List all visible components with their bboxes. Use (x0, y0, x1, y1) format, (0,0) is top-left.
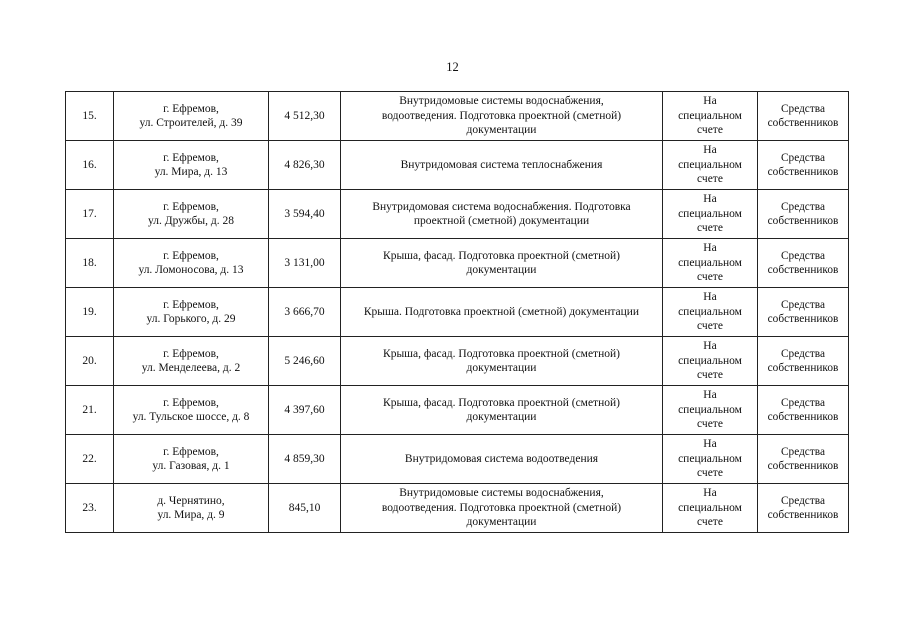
funding-source-line: Средства (781, 445, 825, 458)
row-number-text: 19. (82, 305, 97, 318)
funding-source-line: собственников (767, 509, 839, 521)
work-type-line: Крыша, фасад. Подготовка проектной (сметной) (383, 396, 620, 409)
account-method-cell (663, 239, 758, 288)
work-type-cell (341, 386, 663, 435)
work-type-line: Внутридомовая система теплоснабжения (400, 158, 603, 171)
work-type-line: водоотведения. Подготовка проектной (сметной) (381, 501, 622, 514)
work-type-line: водоотведения. Подготовка проектной (сметной) (381, 109, 622, 122)
address-cell (114, 288, 269, 337)
account-method-line: На (703, 389, 717, 402)
row-number-cell (66, 92, 114, 141)
funding-source-line: Средства (781, 494, 825, 507)
row-number-text: 15. (82, 109, 97, 122)
account-method-cell (663, 288, 758, 337)
area-text: 4 397,60 (284, 403, 325, 416)
address-line: ул. Строителей, д. 39 (139, 117, 243, 129)
funding-source-line: собственников (767, 166, 839, 178)
area-text: 3 594,40 (284, 207, 325, 220)
account-method-cell (663, 435, 758, 484)
account-method-line: На (703, 291, 717, 304)
account-method-line: специальном (678, 354, 742, 367)
area-cell (269, 435, 341, 484)
account-method-line: На (703, 193, 717, 206)
account-method-line: специальном (678, 256, 742, 269)
funding-source-cell (758, 190, 849, 239)
funding-source-line: собственников (767, 264, 839, 276)
work-type-cell (341, 141, 663, 190)
account-method-line: счете (697, 222, 723, 235)
work-type-cell (341, 190, 663, 239)
address-line: ул. Газовая, д. 1 (152, 460, 230, 472)
funding-source-cell (758, 386, 849, 435)
account-method-line: счете (697, 124, 723, 137)
address-cell (114, 190, 269, 239)
area-cell (269, 190, 341, 239)
area-cell (269, 141, 341, 190)
funding-source-line: Средства (781, 200, 825, 213)
row-number-text: 16. (82, 158, 97, 171)
account-method-line: специальном (678, 158, 742, 171)
address-line: ул. Менделеева, д. 2 (141, 362, 241, 374)
work-type-line: Внутридомовые системы водоснабжения, (399, 487, 604, 500)
work-type-cell (341, 92, 663, 141)
account-method-line: специальном (678, 207, 742, 220)
address-cell (114, 386, 269, 435)
address-line: ул. Тульское шоссе, д. 8 (132, 411, 250, 423)
area-text: 4 826,30 (284, 158, 325, 171)
work-type-cell (341, 337, 663, 386)
row-number-cell (66, 141, 114, 190)
account-method-line: счете (697, 418, 723, 431)
work-type-line: Внутридомовые системы водоснабжения, (399, 95, 604, 108)
row-number-cell (66, 435, 114, 484)
funding-source-line: Средства (781, 102, 825, 115)
row-number-text: 17. (82, 207, 97, 220)
account-method-cell (663, 141, 758, 190)
address-cell (114, 484, 269, 533)
work-type-cell (341, 288, 663, 337)
work-type-line: документации (466, 411, 537, 423)
account-method-cell (663, 337, 758, 386)
account-method-line: специальном (678, 403, 742, 416)
address-line: ул. Мира, д. 9 (157, 509, 225, 521)
account-method-line: счете (697, 369, 723, 382)
address-cell (114, 141, 269, 190)
row-number-cell (66, 190, 114, 239)
table-row (66, 337, 849, 386)
work-type-line: Внутридомовая система водоотведения (404, 452, 599, 465)
account-method-line: счете (697, 173, 723, 186)
area-text: 4 859,30 (284, 452, 325, 465)
row-number-text: 23. (82, 501, 97, 514)
address-line: г. Ефремов, (163, 102, 219, 115)
work-type-cell (341, 239, 663, 288)
funding-source-line: собственников (767, 313, 839, 325)
table-body (66, 92, 849, 533)
account-method-line: специальном (678, 452, 742, 465)
account-method-cell (663, 386, 758, 435)
work-type-cell (341, 435, 663, 484)
funding-source-cell (758, 337, 849, 386)
repair-works-table (65, 91, 849, 533)
funding-source-line: собственников (767, 117, 839, 129)
funding-source-cell (758, 239, 849, 288)
area-text: 3 666,70 (284, 305, 325, 318)
account-method-cell (663, 484, 758, 533)
account-method-line: счете (697, 271, 723, 284)
funding-source-cell (758, 141, 849, 190)
address-line: ул. Дружбы, д. 28 (148, 215, 234, 227)
table-row (66, 435, 849, 484)
account-method-line: На (703, 487, 717, 500)
area-cell (269, 386, 341, 435)
address-line: ул. Ломоносова, д. 13 (138, 264, 244, 276)
row-number-cell (66, 288, 114, 337)
address-line: ул. Мира, д. 13 (154, 166, 228, 178)
row-number-text: 20. (82, 354, 97, 367)
address-line: г. Ефремов, (163, 347, 219, 360)
work-type-cell (341, 484, 663, 533)
row-number-cell (66, 239, 114, 288)
address-line: ул. Горького, д. 29 (146, 313, 236, 325)
account-method-line: На (703, 242, 717, 255)
funding-source-cell (758, 484, 849, 533)
funding-source-line: Средства (781, 347, 825, 360)
funding-source-line: собственников (767, 460, 839, 472)
row-number-cell (66, 337, 114, 386)
account-method-line: счете (697, 516, 723, 529)
row-number-text: 21. (82, 403, 97, 416)
work-type-line: Крыша. Подготовка проектной (сметной) документации (363, 305, 640, 318)
table-row (66, 288, 849, 337)
account-method-line: специальном (678, 109, 742, 122)
work-type-line: документации (466, 516, 537, 529)
work-type-line: проектной (сметной) документации (413, 215, 590, 227)
page-number: 12 (446, 60, 459, 74)
table-row (66, 239, 849, 288)
table-row (66, 484, 849, 533)
account-method-line: На (703, 340, 717, 353)
funding-source-line: Средства (781, 249, 825, 262)
address-cell (114, 337, 269, 386)
row-number-text: 18. (82, 256, 97, 269)
address-cell (114, 239, 269, 288)
address-line: г. Ефремов, (163, 298, 219, 311)
area-cell (269, 288, 341, 337)
area-text: 4 512,30 (284, 109, 325, 122)
address-line: г. Ефремов, (163, 151, 219, 164)
account-method-line: На (703, 144, 717, 157)
funding-source-line: Средства (781, 298, 825, 311)
address-line: г. Ефремов, (163, 200, 219, 213)
account-method-line: На (703, 438, 717, 451)
work-type-line: Крыша, фасад. Подготовка проектной (сметной) (383, 249, 620, 262)
account-method-cell (663, 190, 758, 239)
area-cell (269, 484, 341, 533)
account-method-line: На (703, 95, 717, 108)
table-row (66, 190, 849, 239)
row-number-cell (66, 386, 114, 435)
funding-source-line: собственников (767, 215, 839, 227)
work-type-line: документации (466, 264, 537, 276)
table-row (66, 386, 849, 435)
funding-source-line: Средства (781, 396, 825, 409)
area-cell (269, 92, 341, 141)
area-text: 3 131,00 (284, 256, 325, 269)
address-cell (114, 435, 269, 484)
address-line: д. Чернятино, (157, 494, 225, 507)
funding-source-cell (758, 435, 849, 484)
account-method-line: счете (697, 320, 723, 333)
funding-source-line: Средства (781, 151, 825, 164)
area-cell (269, 337, 341, 386)
address-cell (114, 92, 269, 141)
funding-source-cell (758, 92, 849, 141)
account-method-line: счете (697, 467, 723, 480)
area-cell (269, 239, 341, 288)
area-text: 5 246,60 (284, 354, 325, 367)
work-type-line: документации (466, 124, 537, 137)
table-row (66, 141, 849, 190)
account-method-line: специальном (678, 305, 742, 318)
table-row (66, 92, 849, 141)
account-method-cell (663, 92, 758, 141)
funding-source-line: собственников (767, 362, 839, 374)
address-line: г. Ефремов, (163, 396, 219, 409)
address-line: г. Ефремов, (163, 445, 219, 458)
work-type-line: Внутридомовая система водоснабжения. Подготовка (372, 200, 631, 213)
row-number-text: 22. (82, 452, 97, 465)
work-type-line: Крыша, фасад. Подготовка проектной (сметной) (383, 347, 620, 360)
account-method-line: специальном (678, 501, 742, 514)
area-text: 845,10 (288, 501, 321, 514)
work-type-line: документации (466, 362, 537, 374)
address-line: г. Ефремов, (163, 249, 219, 262)
row-number-cell (66, 484, 114, 533)
funding-source-cell (758, 288, 849, 337)
funding-source-line: собственников (767, 411, 839, 423)
